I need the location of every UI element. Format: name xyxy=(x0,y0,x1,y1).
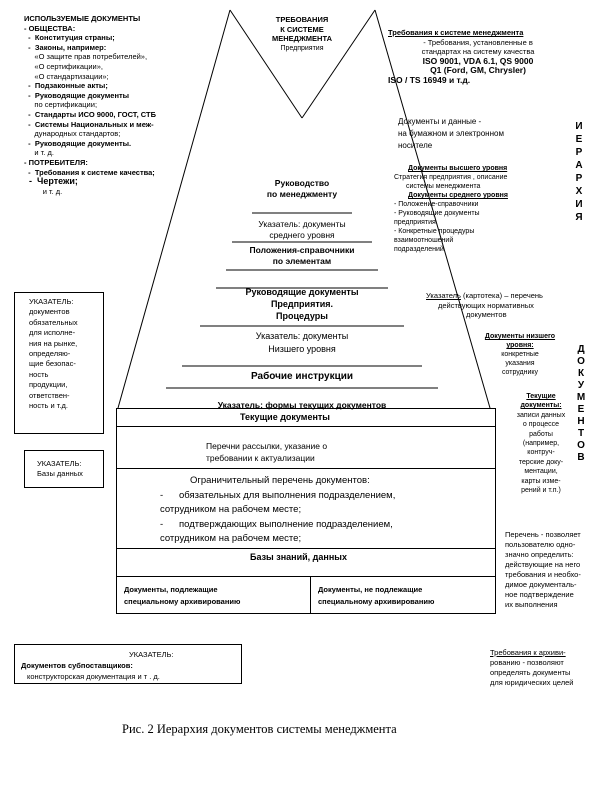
left-docs-line: и т. д. xyxy=(24,148,54,158)
left-docs-line: - Руководящие документы xyxy=(24,90,130,100)
left-docs-lines xyxy=(24,24,156,197)
archive-not-required: Документы, не подлежащие специальному архивированию xyxy=(318,585,435,606)
divider xyxy=(116,468,496,469)
right-requirements: Требования к системе менеджмента - Требования, установленные в стандартах на систему качества ISO 9001, VDA 6.1, QS 9000 Q1 (Ford, GM, Chrysler) ISO / TS 16949 и т.д. xyxy=(388,28,535,85)
right-list-text: Перечень - позволяет пользователю одно- значно определить: действующие на него требования и необхо- димое документаль- ное подтверждение их выполнения xyxy=(505,530,581,609)
left-docs-line: и т. д. xyxy=(24,186,63,196)
right-current-docs: Текущие документы: записи данных о процессе работы (например, контруч- терские доку- ментации, карты изме- рений и т.п.) xyxy=(516,393,566,495)
restricted-list: Ограничительный перечень документов: - обязательных для выполнения подразделением, сотрудником на рабочем месте; - подтверждающих выполнение подразделением, сотрудником на рабочем месте; xyxy=(160,475,396,544)
left-docs-title: ИСПОЛЬЗУЕМЫЕ ДОКУМЕНТЫ xyxy=(24,14,141,23)
hierarchy-vertical-word: И Е Р А Р Х И Я xyxy=(575,121,583,223)
left-docs-line: - Руководящие документы. xyxy=(24,138,132,148)
divider xyxy=(116,548,496,549)
left-docs-line: - Конституция страны; xyxy=(24,33,115,43)
documents-vertical-word: Д О К У М Е Н Т О В xyxy=(576,344,586,463)
right-low-docs: Документы низшего уровня: конкретные указания сотруднику xyxy=(484,333,556,376)
right-upper-docs: Документы высшего уровня Стратегия предприятия , описание системы менеджмента Документы среднего уровня - Положение-справочники - Руководящие документы предприятия - Конкретные процедуры взаимоотношений подразделений xyxy=(394,165,508,253)
mailing-lists: Перечни рассылки, указание о требовании к актуализации xyxy=(206,441,328,463)
pointer-low-level: Указатель: документы Низшего уровня xyxy=(255,331,349,354)
divider xyxy=(116,426,496,427)
figure-caption: Рис. 2 Иерархия документов системы менеджмента xyxy=(122,722,397,736)
right-archive-text: Требования к архиви- рованию - позволяют определять документы для юридических целей xyxy=(490,648,574,687)
management-guide: Руководство по менеджменту xyxy=(266,178,338,199)
right-pointer: Указатель (картотека) – перечень действующих нормативных документов xyxy=(426,291,543,320)
enterprise-docs: Руководящие документы Предприятия. Процедуры xyxy=(245,287,359,321)
left-database-box: УКАЗАТЕЛЬ: Базы данных xyxy=(24,450,104,488)
left-docs-line: «О стандартизации»; xyxy=(24,71,109,81)
left-docs-block xyxy=(24,14,156,196)
left-docs-line: «О защите прав потребителей», xyxy=(24,52,148,62)
left-docs-line: - Законы, например: xyxy=(24,42,107,52)
left-docs-line: дународных стандартов; xyxy=(24,129,121,139)
divider xyxy=(116,576,496,577)
left-docs-line: - Требования к системе качества; xyxy=(24,167,155,177)
subcontractor-box: УКАЗАТЕЛЬ: Документов субпоставщиков: конструкторская документация и т . д. xyxy=(14,644,242,684)
ref-positions: Положения-справочники по элементам xyxy=(249,245,355,266)
current-docs-title: Текущие документы xyxy=(240,412,330,422)
left-docs-line: - Стандарты ИСО 9000, ГОСТ, СТБ xyxy=(24,109,157,119)
right-docs-data: Документы и данные - на бумажном и электронном носителе xyxy=(398,117,504,150)
pointer-forms: Указатель: формы текущих документов xyxy=(217,400,387,410)
left-docs-line: по сертификации; xyxy=(24,100,98,110)
left-docs-line: - ПОТРЕБИТЕЛЯ: xyxy=(24,157,88,167)
left-docs-line: «О сертификации», xyxy=(24,61,103,71)
top-center-title: ТРЕБОВАНИЯ К СИСТЕМЕ МЕНЕДЖМЕНТА Предприятия xyxy=(272,15,332,52)
knowledge-base: Базы знаний, данных xyxy=(250,552,347,562)
left-pointer-box: УКАЗАТЕЛЬ: документов обязательных для исполне- ния на рынке, определяю- щие безопас- ность продукции, ответствен- ность и т.д. xyxy=(14,292,104,434)
pointer-mid-level: Указатель: документы среднего уровня xyxy=(258,219,346,240)
left-docs-line: - Подзаконные акты; xyxy=(24,81,108,91)
divider xyxy=(310,576,311,614)
left-docs-line: - Чертежи; xyxy=(24,176,78,187)
work-instructions: Рабочие инструкции xyxy=(250,371,354,382)
left-docs-line: - ОБЩЕСТВА: xyxy=(24,23,76,33)
left-docs-line: - Системы Национальных и меж- xyxy=(24,119,154,129)
archive-required: Документы, подлежащие специальному архивированию xyxy=(124,585,241,606)
